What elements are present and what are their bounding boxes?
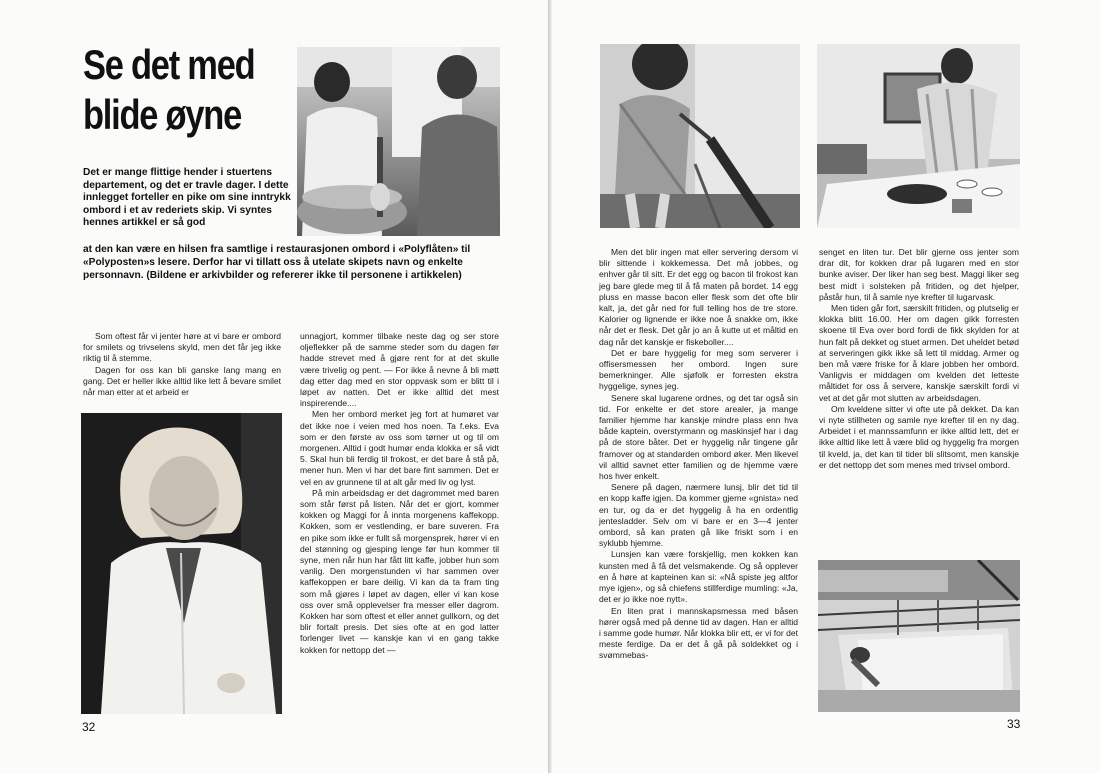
- photo-smiling-woman: [81, 413, 282, 714]
- paragraph: Senere på dagen, nærmere lunsj, blir det tid til en kopp kaffe igjen. Da kommer gjerne «gnista» ned en tur, og da er det hyggelig å ha en ordentlig jentesladder. Selv om vi bare er en 3—4 jenter ombord, så kan praten gå like friskt som i en syklubb hjemme.: [599, 482, 798, 549]
- paragraph: Men det blir ingen mat eller servering dersom vi blir sittende i kokkemessa. Det må jobbes, og enhver går til sitt. Er det egg og bacon til frokost kan jeg bare glede meg til å få maten på bordet. 14 egg pluss en masse bacon eller flesk som det ofte blir kalt, ja, det går ned for full telling hos de tre store. Kalorier og lignende er ikke noe å snakke om, ikke når det er flesk. Det går jo an å kutte ut et måltid en dag når det kanskje er fiskeboller....: [599, 247, 798, 347]
- lead-paragraph-intro: Det er mange flittige hender i stuertens departement, og det er travle dager. I dette innlegget forteller en pike om sine inntrykk ombord i et av rederiets skip. Vi syntes hennes artikkel er så god: [83, 167, 291, 229]
- lead-paragraph-continued: at den kan være en hilsen fra samtlige i restaurasjonen ombord i «Polyflåten» til «Polyposten»s lesere. Derfor har vi tillatt oss å utelate skipets navn og enkelte personnavn. (Bildene er arkivbilder og refererer ikke til personene i artikkelen): [83, 244, 471, 281]
- paragraph: Men her ombord merket jeg fort at humøret var det ikke noe i veien med hos noen. Ta f.eks. Eva som er den første av oss som tørner ut og til om morgenen. Alltid i godt humør enda klokka er så vidt 5. Skal hun bli ferdig til frokost, er det bare å stå på, mener hun. Men vi har det bare fint sammen. Det er vel en av grunnene til at alt går med liv og lyst.: [300, 409, 499, 487]
- paragraph: Dagen for oss kan bli ganske lang mang en gang. Det er heller ikke alltid like lett å bevare smilet når man etter at et arbeid er: [83, 364, 281, 398]
- left-column-2: [300, 331, 499, 656]
- headline-line-2: blide øyne: [83, 91, 242, 138]
- photo-woman-setting-table: [817, 44, 1020, 228]
- right-page: [552, 0, 1100, 773]
- paragraph: Senere skal lugarene ordnes, og det tar også sin tid. For enkelte er det store arealer, ja mange familier hjemme har kanskje mindre plass enn hva både kaptein, overstyrmann og maskinsjef har i dag på de store båter. Det er hyggelig når tingene går framover og at standarden ombord øker. Men likevel vil alltid savnet etter familien og de hjemme være hos hver enkelt.: [599, 392, 798, 482]
- headline-line-1: Se det med: [83, 41, 255, 88]
- page-number-right: 33: [1007, 717, 1021, 731]
- left-page: [0, 0, 548, 773]
- page-number-left: 32: [82, 720, 96, 734]
- paragraph: Om kveldene sitter vi ofte ute på dekket. Da kan vi nyte stillheten og samle nye krefter til en ny dag. Arbeidet i et mannssamfunn er ikke alltid lett, det er ikke alltid like lett å være blid og hyggelig fra morgen til kveld, ja, det kan til tider bli slitsomt, men kanskje er det nettopp det som menes med trivsel ombord.: [819, 403, 1019, 470]
- paragraph: Lunsjen kan være forskjellig, men kokken kan kunsten med å få det velsmakende. Og så opplever en å høre at kapteinen kan si: «Nå spiste jeg altfor mye igjen», og så chiefens stillferdige mumling: «Ja, det er jo ikke noe nytt».: [599, 549, 798, 605]
- article-headline: [83, 40, 254, 140]
- photo-swimming-pool-deck: [818, 560, 1020, 712]
- right-column-1: [599, 247, 798, 662]
- photo-woman-cleaning-rail: [600, 44, 800, 228]
- paragraph: unnagjort, kommer tilbake neste dag og ser store oljeflekker på de samme steder som du dagen før hadde strevet med å gjøre rent for at det skulle være trivelig og pent. — For ikke å nevne å bli møtt dag etter dag med en stor oppvask som er blitt til i løpet av natten. Det er ikke alltid det mest inspirerende....: [300, 331, 499, 409]
- left-column-1: [83, 331, 281, 398]
- paragraph: Det er bare hyggelig for meg som serverer i offisersmessen her ombord. Ingen sure bemerkninger. Alle sjøfolk er forresten ekstra hyggelige, synes jeg.: [599, 347, 798, 392]
- paragraph: Men tiden går fort, særskilt fritiden, og plutselig er klokka blitt 16.00. Her om dagen gikk forresten skoene til Eva over bord fordi de fikk skylden for at hun falt på dekket og stuet armen. Det uheldet betød at serveringen gikk ikke så lett til middag. Armer og ben må være friske for å klare jobben her ombord. Vanligvis er middagen om kvelden det letteste måltidet for oss å servere, kanskje særskilt fordi vi vet at det går mot slutten av arbeidsdagen.: [819, 303, 1019, 403]
- right-column-2: [819, 247, 1019, 471]
- paragraph: senget en liten tur. Det blir gjerne oss jenter som drar dit, for kokken drar på lugaren med en stor bunke aviser. Der liker han seg best. Maggi liker seg best midt i solsteken på fritiden, og det hjelper, påstår hun, til å samle nye krefter til lugarvask.: [819, 247, 1019, 302]
- paragraph: På min arbeidsdag er det dagrommet med baren som står først på listen. Når det er gjort, kommer kokken og Maggi for å innta morgenens kaffekopp. Kokken, som er vestlending, er bare suveren. Fra en pike som ikke er fullt så morgensprek, hører vi en del stønning og gjesping lenge før hun kommer til syne, men når hun har fått litt kaffe, jobber hun som vanlig. Den morgenstunden vi har sammen over kaffekoppen er bare deilig. Vi kan da ta fram ting som må gjøres i løpet av dagen, eller vi kan kose oss over små opplevelser fra messer eller dagrom. Kokken har som oftest et eller annet gullkorn, og det blir fortalt presis. Det sies ofte at en god latter forlenger livet — kanskje kan vi en gang takke kokken for nettopp det —: [300, 487, 499, 655]
- paragraph: Som oftest får vi jenter høre at vi bare er ombord for smilets og trivselens skyld, men det får jeg ikke riktig til å stemme.: [83, 331, 281, 364]
- photo-galley-cooks: [297, 47, 500, 236]
- paragraph: En liten prat i mannskapsmessa med båsen hører også med på denne tid av dagen. Han er alltid i samme gode humør. Når klokka blir ett, er vi for det meste ferdige. Da er det å gå på soldekket og i svømmebas-: [599, 605, 798, 661]
